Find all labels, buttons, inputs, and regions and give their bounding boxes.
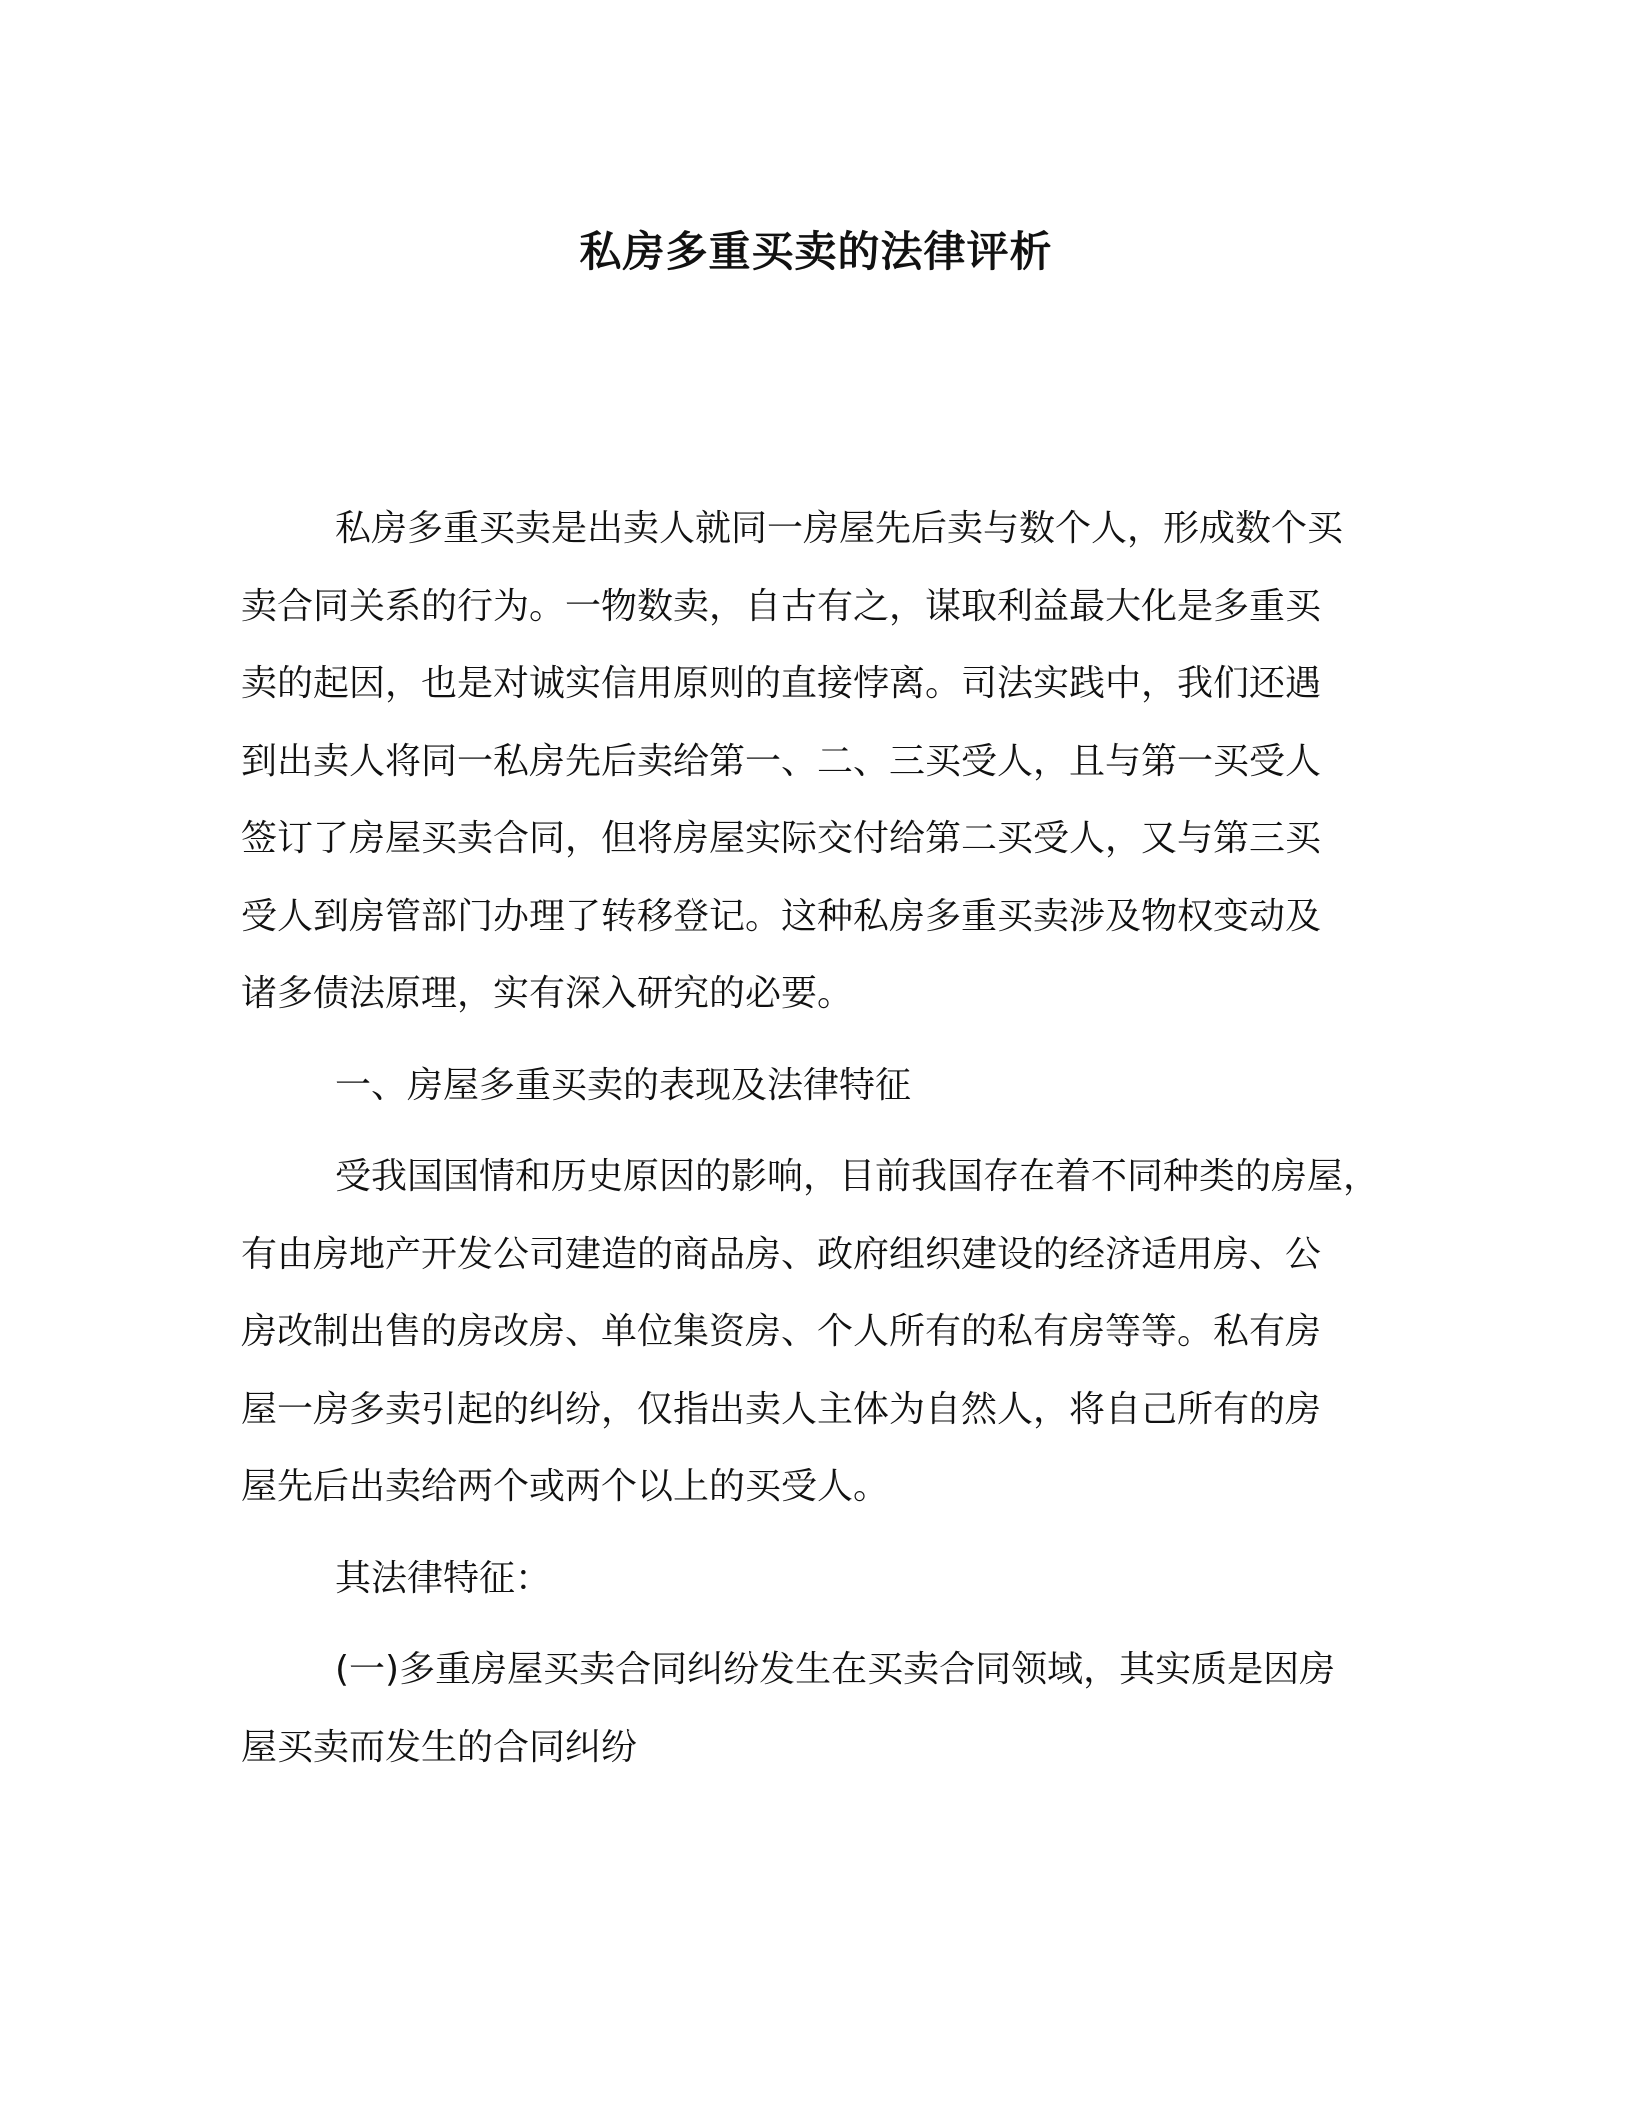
text-line: 私房多重买卖是出卖人就同一房屋先后卖与数个人，形成数个买 (335, 508, 1344, 549)
text-line: 房改制出售的房改房、单位集资房、个人所有的私有房等等。私有房 (241, 1311, 1322, 1352)
text-line: 卖的起因，也是对诚实信用原则的直接悖离。司法实践中，我们还遇 (241, 663, 1322, 704)
paragraph-feature-one (241, 1631, 1391, 1786)
paragraph-legal-features-intro (241, 1540, 1391, 1618)
text-line: 到出卖人将同一私房先后卖给第一、二、三买受人，且与第一买受人 (241, 740, 1322, 782)
text-line: 屋一房多卖引起的纠纷，仅指出卖人主体为自然人，将自己所有的房 (241, 1388, 1322, 1430)
text-line: 卖合同关系的行为。一物数卖，自古有之，谋取利益最大化是多重买 (241, 585, 1322, 627)
paragraph-housing-types (241, 1138, 1391, 1526)
text-line: 一、房屋多重买卖的表现及法律特征 (335, 1064, 912, 1106)
document-title: 私房多重买卖的法律评析 (579, 227, 1053, 276)
text-line: (一)多重房屋买卖合同纠纷发生在买卖合同领域，其实质是因房 (335, 1649, 1336, 1690)
document-body (241, 490, 1391, 1800)
text-line: 受人到房管部门办理了转移登记。这种私房多重买卖涉及物权变动及 (241, 895, 1322, 937)
text-line: 受我国国情和历史原因的影响，目前我国存在着不同种类的房屋， (335, 1156, 1380, 1197)
text-line: 其法律特征： (335, 1557, 552, 1599)
text-line: 诸多债法原理，实有深入研究的必要。 (241, 973, 854, 1014)
text-line: 屋买卖而发生的合同纠纷 (241, 1726, 638, 1768)
text-line: 屋先后出卖给两个或两个以上的买受人。 (241, 1466, 890, 1507)
text-line: 有由房地产开发公司建造的商品房、政府组织建设的经济适用房、公 (241, 1233, 1322, 1275)
paragraph-intro (241, 490, 1391, 1033)
section-heading (241, 1047, 1391, 1125)
text-line: 签订了房屋买卖合同，但将房屋实际交付给第二买受人，又与第三买 (241, 818, 1322, 859)
